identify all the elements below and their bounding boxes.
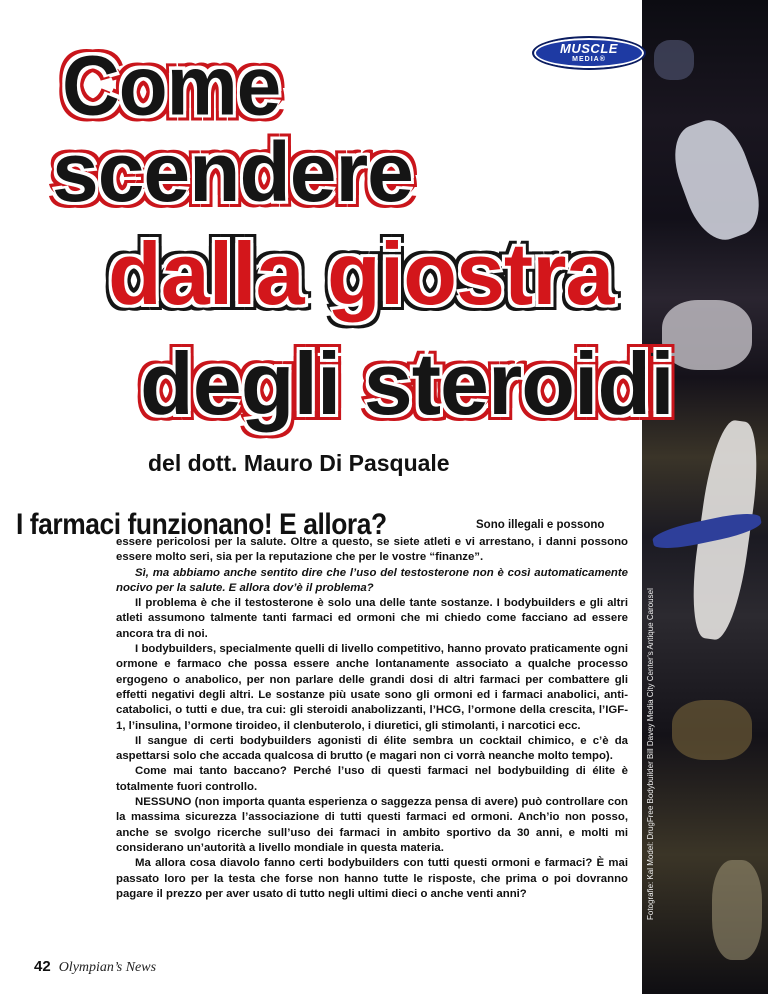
headline-line-4: degli steroidi [140,334,674,433]
logo-subtext: MEDIA® [572,56,606,63]
section-subhead: I farmaci funzionano! E allora? [16,508,387,541]
magazine-name: Olympian’s News [58,960,157,975]
article-body [116,535,628,902]
paragraph: essere pericolosi per la salute. Oltre a questo, se siete atleti e vi arrestano, i danni possono essere molto seri, sia per la reputazione che per le vostre “finanze”. [116,536,628,564]
paragraph: Ma allora cosa diavolo fanno certi bodybuilders con tutti questi ormoni e farmaci? È mai passato loro per la testa che forse non hanno tutte le risposte, che prima o poi dovranno pagare il prezzo per aver usato di tutto negli ultimi dieci o anche venti anni? [116,857,628,900]
page-footer [34,958,156,976]
page-number: 42 [34,958,51,975]
headline-line-2: scendere [52,125,413,219]
muscle-media-logo [532,36,646,70]
paragraph: Come mai tanto baccano? Perché l’uso di questi farmaci nel bodybuilding di élite è totalmente fuori controllo. [116,765,628,793]
paragraph: Il sangue di certi bodybuilders agonisti di élite sembra un cocktail chimico, e c’è da aspettarsi solo che accada qualcosa di brutto (e magari non ci vorrà neanche molto tempo). [116,734,628,763]
author-byline: del dott. Mauro Di Pasquale [148,450,450,476]
headline-line-1: Come [62,38,281,133]
logo-text: MUSCLE [560,41,618,56]
photo-credit: Fotografie: Kal Model: DrugFree Bodybuilder Bill Davey Media City Center’s Antique Carousel [646,588,655,920]
paragraph: I bodybuilders, specialmente quelli di livello competitivo, hanno provato praticamente ogni ormone e farmaco che possa essere anche lontanamente associato a qualche processo ergogeno o anabolico, per non parlare delle grandi dosi di altri farmaci per combattere gli effetti negativi degli altri. Le sostanze più usate sono gli ormoni ed i farmaci anabolici, anti-catabolici, o tutti e due, tra cui: gli steroidi anabolizzanti, l’HCG, l’ormone della crescita, l’IGF-1, l’insulina, l’ormone tiroideo, il clenbuterolo, i diuretici, gli stimolanti, i narcotici ecc. [116,643,628,732]
paragraph: Il problema è che il testosterone è solo una delle tante sostanze. I bodybuilders e gli altri atleti assumono talmente tanti farmaci ed ormoni che mi chiedo come facciano ad essere ancora tra di noi. [116,597,628,640]
lead-in-text: Sono illegali e possono [476,519,605,531]
headline-line-3: dalla giostra [108,224,614,323]
paragraph-question: Sì, ma abbiamo anche sentito dire che l’uso del testosterone non è così automaticamente nocivo per la salute. E allora dov’è il problema? [116,566,628,594]
paragraph: NESSUNO (non importa quanta esperienza o saggezza pensa di avere) può controllare con la massima sicurezza l’associazione di tutti questi farmaci ed ormoni. Anch’io non posso, anche se svolgo ricerche sull’uso dei farmaci in ambito sportivo da 30 anni, e molti mi considerano un’autorità a livello mondiale in questa materia. [116,796,628,854]
